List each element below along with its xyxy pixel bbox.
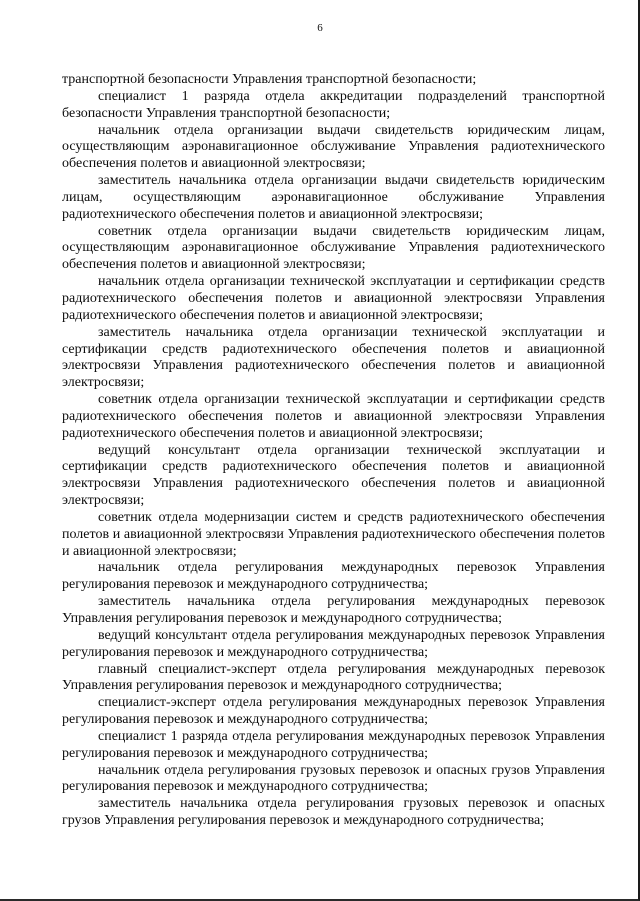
paragraph-4: советник отдела организации выдачи свидетельств юридическим лицам, осуществляющим аэронавигационное обслуживание Управления радиотехнического обеспечения полетов и авиационной электросвязи; — [62, 223, 605, 273]
paragraph-6: заместитель начальника отдела организации технической эксплуатации и сертификации средств радиотехнического обеспечения полетов и авиационной электросвязи Управления радиотехнического обеспечения полетов и авиационной электросвязи; — [62, 324, 605, 391]
page-number: 6 — [317, 22, 323, 34]
paragraph-15: специалист 1 разряда отдела регулирования международных перевозок Управления регулирования перевозок и международного сотрудничества; — [62, 728, 605, 761]
paragraph-11: заместитель начальника отдела регулирования международных перевозок Управления регулирования перевозок и международного сотрудничества; — [62, 594, 605, 626]
document-body — [62, 72, 605, 830]
paragraph-16: начальник отдела регулирования грузовых перевозок и опасных грузов Управления регулирования перевозок и международного сотрудничества; — [62, 762, 605, 795]
paragraph-5: начальник отдела организации технической эксплуатации и сертификации средств радиотехнического обеспечения полетов и авиационной электросвязи Управления радиотехнического обеспечения полетов и авиационной электросвязи; — [62, 274, 605, 323]
paragraph-10: начальник отдела регулирования международных перевозок Управления регулирования перевозок и международного сотрудничества; — [62, 560, 605, 593]
paragraph-1: специалист 1 разряда отдела аккредитации подразделений транспортной безопасности Управления транспортной безопасности; — [62, 88, 605, 121]
paragraph-14: специалист-эксперт отдела регулирования международных перевозок Управления регулирования перевозок и международного сотрудничества; — [62, 695, 605, 728]
paragraph-2: начальник отдела организации выдачи свидетельств юридическим лицам, осуществляющим аэронавигационное обслуживание Управления радиотехнического обеспечения полетов и авиационной электросвязи; — [62, 122, 605, 172]
paragraph-12: ведущий консультант отдела регулирования международных перевозок Управления регулирования перевозок и международного сотрудничества; — [62, 627, 605, 660]
paragraph-3: заместитель начальника отдела организации выдачи свидетельств юридическим лицам, осуществляющим аэронавигационное обслуживание Управления радиотехнического обеспечения полетов и авиационной электросвязи; — [62, 173, 605, 222]
paragraph-0: транспортной безопасности Управления транспортной безопасности; — [62, 72, 477, 87]
paragraph-13: главный специалист-эксперт отдела регулирования международных перевозок Управления регулирования перевозок и международного сотрудничества; — [62, 661, 605, 694]
paragraph-8: ведущий консультант отдела организации технической эксплуатации и сертификации средств радиотехнического обеспечения полетов и авиационной электросвязи Управления радиотехнического обеспечения полетов и авиационной электросвязи; — [62, 442, 605, 509]
paragraph-9: советник отдела модернизации систем и средств радиотехнического обеспечения полетов и авиационной электросвязи Управления радиотехнического обеспечения полетов и авиационной электросвязи; — [62, 509, 605, 559]
paragraph-7: советник отдела организации технической эксплуатации и сертификации средств радиотехнического обеспечения полетов и авиационной электросвязи Управления радиотехнического обеспечения полетов и авиационной электросвязи; — [62, 392, 605, 441]
paragraph-17: заместитель начальника отдела регулирования грузовых перевозок и опасных грузов Управления регулирования перевозок и международного сотрудничества; — [62, 796, 605, 829]
